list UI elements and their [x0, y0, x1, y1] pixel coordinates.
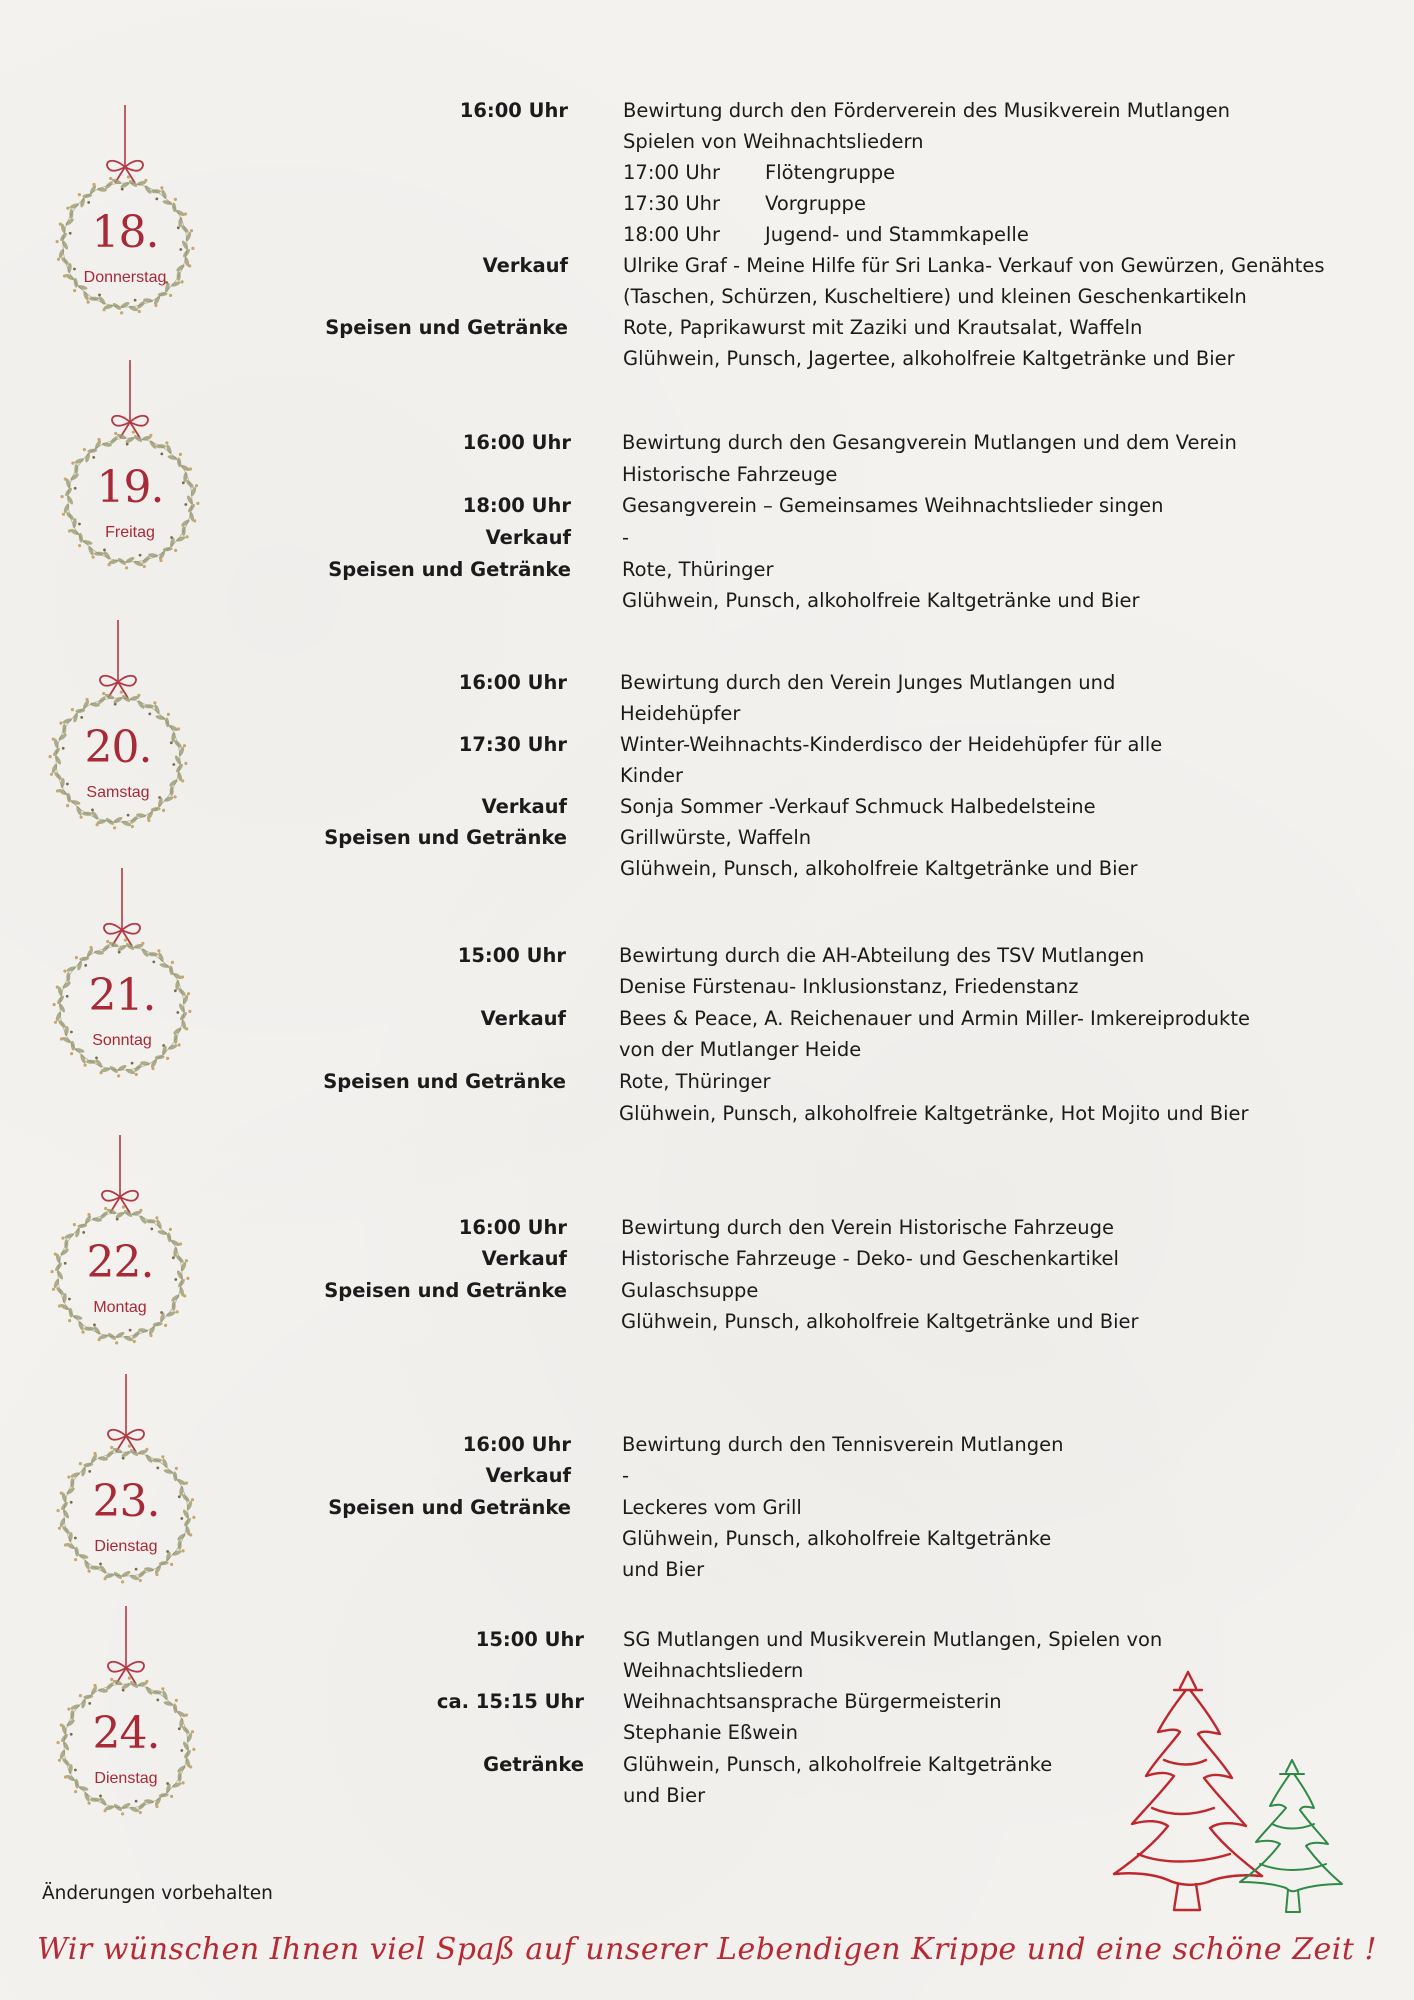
row-text-value: Leckeres vom Grill — [622, 1496, 802, 1519]
row-text — [623, 219, 1029, 250]
row-text-value: von der Mutlanger Heide — [619, 1038, 862, 1061]
schedule-row — [0, 126, 1414, 157]
row-label: Speisen und Getränke — [324, 1279, 567, 1302]
day-number: 22. — [86, 1237, 154, 1288]
weekday-label: Dienstag — [94, 1770, 158, 1787]
schedule-row — [0, 1429, 1414, 1460]
row-text-value: Bees & Peace, A. Reichenauer und Armin Miller- Imkereiprodukte — [619, 1007, 1250, 1030]
row-text-value: Bewirtung durch den Verein Historische Fahrzeuge — [621, 1216, 1115, 1239]
schedule-row — [0, 343, 1414, 374]
row-label: Getränke — [483, 1753, 584, 1776]
row-text — [622, 554, 773, 585]
weekday-label: Samstag — [86, 784, 150, 801]
row-text-value: - — [622, 526, 630, 549]
schedule-row — [0, 459, 1414, 490]
row-text — [623, 281, 1247, 312]
schedule-row — [0, 281, 1414, 312]
schedule-row — [0, 822, 1414, 853]
row-text — [623, 1749, 1052, 1780]
row-label: Speisen und Getränke — [323, 1070, 566, 1093]
day-number: 21. — [88, 970, 156, 1021]
row-text — [620, 791, 1096, 822]
row-text-value: Glühwein, Punsch, alkoholfreie Kaltgetränke — [623, 1753, 1053, 1776]
schedule-row — [0, 1554, 1414, 1585]
row-text — [623, 126, 924, 157]
row-label: Speisen und Getränke — [324, 826, 567, 849]
row-text-value: Glühwein, Punsch, alkoholfreie Kaltgetränke, Hot Mojito und Bier — [619, 1102, 1249, 1125]
weekday-label: Sonntag — [92, 1032, 152, 1049]
row-text — [619, 971, 1078, 1002]
row-text — [620, 853, 1138, 884]
row-text-value: Heidehüpfer — [620, 702, 741, 725]
row-label: 15:00 Uhr — [457, 944, 566, 967]
row-text-value: Glühwein, Punsch, alkoholfreie Kaltgetränke und Bier — [621, 1310, 1139, 1333]
row-label: 16:00 Uhr — [459, 99, 568, 122]
christmas-trees-illustration — [1068, 1668, 1348, 1922]
row-text — [620, 698, 740, 729]
row-text — [623, 312, 1142, 343]
row-text-value: und Bier — [623, 1784, 706, 1807]
row-text-value: Gulaschsuppe — [621, 1279, 759, 1302]
schedule-row — [0, 1243, 1414, 1274]
row-text — [622, 490, 1164, 521]
closing-greeting: Wir wünschen Ihnen viel Spaß auf unserer Lebendigen Krippe und eine schöne Zeit ! — [36, 1932, 1378, 1967]
row-text-value: Winter-Weihnachts-Kinderdisco der Heidehüpfer für alle — [620, 733, 1163, 756]
row-text-value: Sonja Sommer -Verkauf Schmuck Halbedelsteine — [620, 795, 1096, 818]
row-label: 18:00 Uhr — [462, 494, 571, 517]
row-text — [622, 1523, 1051, 1554]
row-text-value: Jugend- und Stammkapelle — [765, 223, 1029, 246]
row-text — [619, 1066, 770, 1097]
row-text — [620, 822, 811, 853]
row-text-value: Grillwürste, Waffeln — [620, 826, 812, 849]
schedule-row — [0, 1460, 1414, 1491]
row-text — [619, 940, 1144, 971]
row-label: Verkauf — [480, 1007, 566, 1030]
row-text — [619, 1034, 861, 1065]
row-text-value: Glühwein, Punsch, alkoholfreie Kaltgetränke und Bier — [622, 589, 1140, 612]
schedule-row — [0, 971, 1414, 1002]
row-label: Verkauf — [482, 254, 568, 277]
row-text-value: Denise Fürstenau- Inklusionstanz, Friedenstanz — [619, 975, 1079, 998]
row-text — [621, 1275, 758, 1306]
schedule-row — [0, 698, 1414, 729]
row-text — [620, 729, 1162, 760]
sub-time: 18:00 Uhr — [623, 223, 721, 246]
row-text — [622, 427, 1237, 458]
row-text — [622, 1554, 704, 1585]
row-text — [622, 585, 1140, 616]
row-text-value: Weihnachtsliedern — [623, 1659, 804, 1682]
sub-time: 17:00 Uhr — [623, 161, 721, 184]
schedule-row — [0, 760, 1414, 791]
schedule-row — [0, 585, 1414, 616]
row-text — [621, 1243, 1119, 1274]
row-label: Verkauf — [485, 526, 571, 549]
schedule-row — [0, 1492, 1414, 1523]
row-text-value: und Bier — [622, 1558, 705, 1581]
schedule-row — [0, 1212, 1414, 1243]
row-text-value: Glühwein, Punsch, Jagertee, alkoholfreie Kaltgetränke und Bier — [623, 347, 1235, 370]
row-text-value: Bewirtung durch den Tennisverein Mutlangen — [622, 1433, 1064, 1456]
row-text — [623, 188, 866, 219]
schedule-row — [0, 250, 1414, 281]
row-label: Verkauf — [485, 1464, 571, 1487]
weekday-label: Montag — [93, 1299, 147, 1316]
row-text — [622, 522, 629, 553]
schedule-row — [0, 791, 1414, 822]
schedule-row — [0, 554, 1414, 585]
row-text — [622, 1492, 802, 1523]
weekday-label: Donnerstag — [83, 269, 167, 286]
row-text-value: Rote, Paprikawurst mit Zaziki und Krautsalat, Waffeln — [623, 316, 1143, 339]
schedule-row — [0, 1306, 1414, 1337]
row-text-value: Ulrike Graf - Meine Hilfe für Sri Lanka- Verkauf von Gewürzen, Genähtes — [623, 254, 1325, 277]
schedule-row — [0, 1098, 1414, 1129]
row-text-value: (Taschen, Schürzen, Kuscheltiere) und kleinen Geschenkartikeln — [623, 285, 1247, 308]
row-label: Speisen und Getränke — [325, 316, 568, 339]
row-text-value: Gesangverein – Gemeinsames Weihnachtslieder singen — [622, 494, 1164, 517]
schedule-row — [0, 1275, 1414, 1306]
row-text — [621, 1306, 1139, 1337]
row-text-value: Bewirtung durch die AH-Abteilung des TSV Mutlangen — [619, 944, 1145, 967]
day-number: 20. — [84, 722, 152, 773]
schedule-row — [0, 219, 1414, 250]
weekday-label: Freitag — [105, 524, 155, 541]
row-text — [623, 1717, 798, 1748]
row-text-value: Rote, Thüringer — [619, 1070, 771, 1093]
christmas-tree-icon — [1068, 1668, 1348, 1918]
row-text — [620, 760, 683, 791]
schedule-row — [0, 1523, 1414, 1554]
row-label: Speisen und Getränke — [328, 558, 571, 581]
schedule-row — [0, 729, 1414, 760]
row-label: 16:00 Uhr — [462, 431, 571, 454]
row-text-value: Flötengruppe — [765, 161, 896, 184]
row-text — [620, 667, 1115, 698]
row-text-value: Historische Fahrzeuge - Deko- und Geschenkartikel — [621, 1247, 1119, 1270]
schedule-row — [0, 95, 1414, 126]
schedule-row — [0, 312, 1414, 343]
weekday-label: Dienstag — [94, 1538, 158, 1555]
row-label: Verkauf — [481, 795, 567, 818]
row-text — [623, 250, 1325, 281]
row-label: 16:00 Uhr — [462, 1433, 571, 1456]
schedule-row — [0, 940, 1414, 971]
day-number: 24. — [92, 1708, 160, 1759]
schedule-row — [0, 490, 1414, 521]
row-text-value: Stephanie Eßwein — [623, 1721, 799, 1744]
row-label: 15:00 Uhr — [475, 1628, 584, 1651]
row-text-value: Historische Fahrzeuge — [622, 463, 838, 486]
row-text — [623, 343, 1235, 374]
row-label: 17:30 Uhr — [458, 733, 567, 756]
schedule-row — [0, 188, 1414, 219]
row-text — [623, 1624, 1162, 1655]
schedule-row — [0, 522, 1414, 553]
row-text — [619, 1098, 1249, 1129]
row-text — [623, 95, 1230, 126]
row-text-value: Bewirtung durch den Förderverein des Musikverein Mutlangen — [623, 99, 1231, 122]
row-text-value: SG Mutlangen und Musikverein Mutlangen, Spielen von — [623, 1628, 1163, 1651]
row-text — [622, 459, 837, 490]
row-text — [623, 1655, 803, 1686]
row-label: ca. 15:15 Uhr — [436, 1690, 584, 1713]
day-number: 23. — [92, 1476, 160, 1527]
schedule-row — [0, 1624, 1414, 1655]
row-text — [623, 1686, 1002, 1717]
row-text — [623, 1780, 705, 1811]
sub-time: 17:30 Uhr — [623, 192, 721, 215]
row-text — [619, 1003, 1250, 1034]
row-text — [621, 1212, 1114, 1243]
row-text-value: Kinder — [620, 764, 683, 787]
row-text — [623, 157, 895, 188]
row-text-value: Weihnachtsansprache Bürgermeisterin — [623, 1690, 1002, 1713]
changes-reserved-note: Änderungen vorbehalten — [42, 1883, 273, 1904]
schedule-row — [0, 667, 1414, 698]
row-text-value: Vorgruppe — [765, 192, 866, 215]
row-text-value: Bewirtung durch den Verein Junges Mutlangen und — [620, 671, 1116, 694]
row-text-value: Glühwein, Punsch, alkoholfreie Kaltgetränke — [622, 1527, 1052, 1550]
row-text-value: Bewirtung durch den Gesangverein Mutlangen und dem Verein — [622, 431, 1237, 454]
row-text-value: Spielen von Weihnachtsliedern — [623, 130, 924, 153]
day-number: 19. — [96, 462, 164, 513]
schedule-row — [0, 1034, 1414, 1065]
row-text-value: Glühwein, Punsch, alkoholfreie Kaltgetränke und Bier — [620, 857, 1138, 880]
row-text — [622, 1460, 629, 1491]
row-label: Speisen und Getränke — [328, 1496, 571, 1519]
schedule-row — [0, 157, 1414, 188]
schedule-row — [0, 853, 1414, 884]
row-label: Verkauf — [481, 1247, 567, 1270]
row-label: 16:00 Uhr — [458, 1216, 567, 1239]
row-text — [622, 1429, 1064, 1460]
schedule-row — [0, 1003, 1414, 1034]
row-text-value: Rote, Thüringer — [622, 558, 774, 581]
schedule-row — [0, 427, 1414, 458]
schedule-row — [0, 1066, 1414, 1097]
row-label: 16:00 Uhr — [458, 671, 567, 694]
day-number: 18. — [91, 207, 159, 258]
row-text-value: - — [622, 1464, 630, 1487]
